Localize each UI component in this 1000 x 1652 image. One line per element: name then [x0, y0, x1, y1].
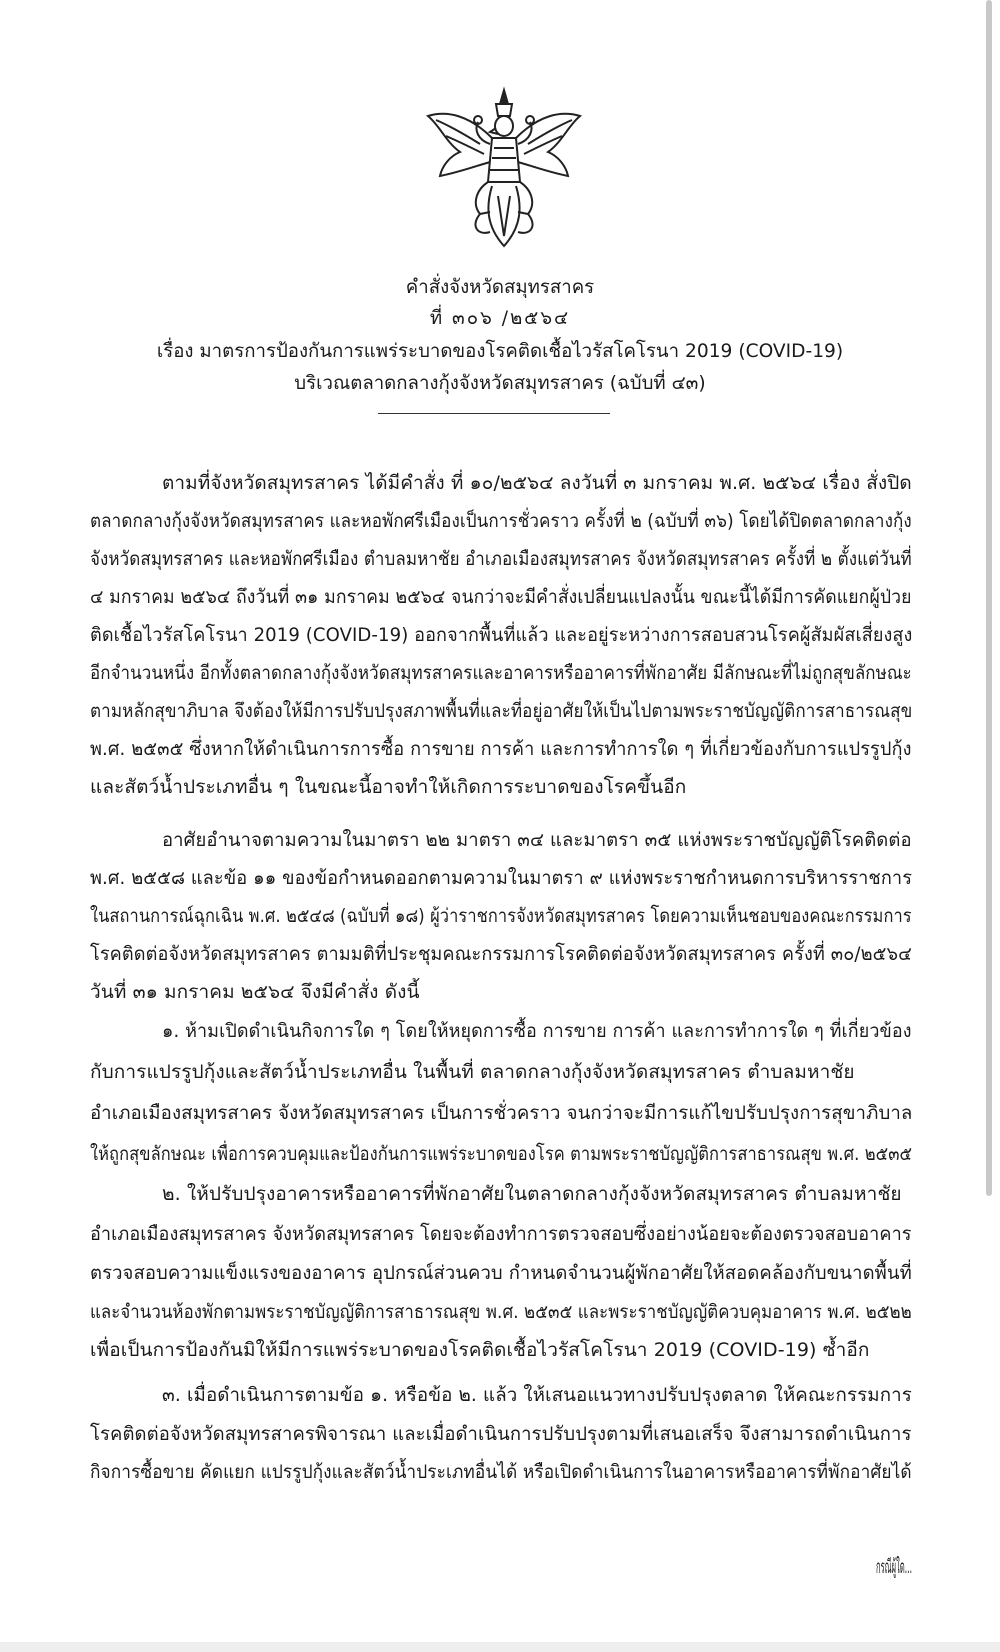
- paragraph-1-line: ตามหลักสุขาภิบาล จึงต้องให้มีการปรับปรุงสภาพพื้นที่และที่อยู่อาศัยให้เป็นไปตามพระราชบัญญัติการสาธารณสุข: [90, 700, 913, 722]
- order-title: คำสั่งจังหวัดสมุทรสาคร: [405, 276, 595, 298]
- item-2-line: ๒. ให้ปรับปรุงอาคารหรืออาคารที่พักอาศัยในตลาดกลางกุ้งจังหวัดสมุทรสาคร ตำบลมหาชัย: [162, 1183, 902, 1205]
- garuda-emblem-icon: [420, 86, 588, 254]
- paragraph-1-line: และสัตว์น้ำประเภทอื่น ๆ ในขณะนี้อาจทำให้เกิดการระบาดของโรคขึ้นอีก: [90, 776, 687, 798]
- item-1-line: อำเภอเมืองสมุทรสาคร จังหวัดสมุทรสาคร เป็นการชั่วคราว จนกว่าจะมีการแก้ไขปรับปรุงการสุขาภิบาล: [90, 1102, 913, 1124]
- item-2-line: อำเภอเมืองสมุทรสาคร จังหวัดสมุทรสาคร โดยจะต้องทำการตรวจสอบซึ่งอย่างน้อยจะต้องตรวจสอบอาคาร: [90, 1223, 912, 1245]
- item-3-line: โรคติดต่อจังหวัดสมุทรสาครพิจารณา และเมื่อดำเนินการปรับปรุงตามที่เสนอเสร็จ จึงสามารถดำเนินการ: [90, 1423, 912, 1445]
- header-divider: [378, 413, 610, 414]
- paragraph-2-line: อาศัยอำนาจตามความในมาตรา ๒๒ มาตรา ๓๔ และมาตรา ๓๕ แห่งพระราชบัญญัติโรคติดต่อ: [162, 829, 912, 851]
- paragraph-2-line: วันที่ ๓๑ มกราคม ๒๕๖๔ จึงมีคำสั่ง ดังนี้: [90, 981, 420, 1003]
- item-2-line: และจำนวนห้องพักตามพระราชบัญญัติการสาธารณสุข พ.ศ. ๒๕๓๕ และพระราชบัญญัติควบคุมอาคาร พ.ศ. ๒๕๒๒: [90, 1301, 912, 1323]
- item-1-line: ๑. ห้ามเปิดดำเนินกิจการใด ๆ โดยให้หยุดการซื้อ การขาย การค้า และการทำการใด ๆ ที่เกี่ยวข้อง: [162, 1020, 912, 1042]
- paragraph-1-line: ตามที่จังหวัดสมุทรสาคร ได้มีคำสั่ง ที่ ๑๐/๒๕๖๔ ลงวันที่ ๓ มกราคม พ.ศ. ๒๕๖๔ เรื่อง สั่งปิด: [162, 472, 912, 494]
- item-3-line: ๓. เมื่อดำเนินการตามข้อ ๑. หรือข้อ ๒. แล้ว ให้เสนอแนวทางปรับปรุงตลาด ให้คณะกรรมการ: [162, 1384, 912, 1406]
- item-3-line: กิจการซื้อขาย คัดแยก แปรรูปกุ้งและสัตว์น้ำประเภทอื่นได้ หรือเปิดดำเนินการในอาคารหรืออาคารที่พักอาศัยได้: [90, 1461, 912, 1483]
- paragraph-1-line: อีกจำนวนหนึ่ง อีกทั้งตลาดกลางกุ้งจังหวัดสมุทรสาครและอาคารหรืออาคารที่พักอาศัย มีลักษณะที่ไม่ถูกสุขลักษณะ: [90, 662, 912, 684]
- subject-line-2: บริเวณตลาดกลางกุ้งจังหวัดสมุทรสาคร (ฉบับที่ ๔๓): [294, 372, 706, 394]
- paragraph-1-line: ตลาดกลางกุ้งจังหวัดสมุทรสาคร และหอพักศรีเมืองเป็นการชั่วคราว ครั้งที่ ๒ (ฉบับที่ ๓๖) โดยได้ปิดตลาดกลางกุ้ง: [90, 510, 912, 532]
- item-1-line: กับการแปรรูปกุ้งและสัตว์น้ำประเภทอื่น ในพื้นที่ ตลาดกลางกุ้งจังหวัดสมุทรสาคร ตำบลมหาชัย: [90, 1061, 855, 1083]
- item-2-line: ตรวจสอบความแข็งแรงของอาคาร อุปกรณ์ส่วนควบ กำหนดจำนวนผู้พักอาศัยให้สอดคล้องกับขนาดพื้นที่: [90, 1262, 912, 1284]
- paragraph-2-line: พ.ศ. ๒๕๕๘ และข้อ ๑๑ ของข้อกำหนดออกตามความในมาตรา ๙ แห่งพระราชกำหนดการบริหารราชการ: [90, 867, 913, 889]
- subject-line-1: เรื่อง มาตรการป้องกันการแพร่ระบาดของโรคติดเชื้อไวรัสโคโรนา 2019 (COVID-19): [156, 340, 844, 362]
- order-number: ที่ ๓๐๖ /๒๕๖๔: [429, 307, 571, 329]
- paragraph-1-line: จังหวัดสมุทรสาคร และหอพักศรีเมือง ตำบลมหาชัย อำเภอเมืองสมุทรสาคร จังหวัดสมุทรสาคร ครั้งที่ ๒ ตั้งแต่วันที่: [90, 548, 912, 570]
- paragraph-2-line: โรคติดต่อจังหวัดสมุทรสาคร ตามมติที่ประชุมคณะกรรมการโรคติดต่อจังหวัดสมุทรสาคร ครั้งที่ ๓๐/๒๕๖๔: [90, 943, 912, 965]
- item-1-line: ให้ถูกสุขลักษณะ เพื่อการควบคุมและป้องกันการแพร่ระบาดของโรค ตามพระราชบัญญัติการสาธารณสุข พ.ศ. ๒๕๓๕: [90, 1143, 913, 1165]
- scrollbar[interactable]: [986, 0, 992, 1196]
- bottom-edge: [0, 1642, 1000, 1652]
- paragraph-2-line: ในสถานการณ์ฉุกเฉิน พ.ศ. ๒๕๔๘ (ฉบับที่ ๑๘) ผู้ว่าราชการจังหวัดสมุทรสาคร โดยความเห็นชอบของคณะกรรมการ: [90, 905, 912, 927]
- item-2-line: เพื่อเป็นการป้องกันมิให้มีการแพร่ระบาดของโรคติดเชื้อไวรัสโคโรนา 2019 (COVID-19) ซ้ำอีก: [90, 1339, 870, 1361]
- paragraph-1-line: ๔ มกราคม ๒๕๖๔ ถึงวันที่ ๓๑ มกราคม ๒๕๖๔ จนกว่าจะมีคำสั่งเปลี่ยนแปลงนั้น ขณะนี้ได้มีการคัดแยกผู้ป่วย: [90, 586, 912, 608]
- paragraph-1-line: ติดเชื้อไวรัสโคโรนา 2019 (COVID-19) ออกจากพื้นที่แล้ว และอยู่ระหว่างการสอบสวนโรคผู้สัมผัสเสี่ยงสูง: [90, 624, 913, 646]
- paragraph-1-line: พ.ศ. ๒๕๓๕ ซึ่งหากให้ดำเนินการการซื้อ การขาย การค้า และการทำการใด ๆ ที่เกี่ยวข้องกับการแปรรูปกุ้ง: [90, 738, 912, 760]
- continuation-text: กรณีผู้ใด...: [876, 1556, 913, 1578]
